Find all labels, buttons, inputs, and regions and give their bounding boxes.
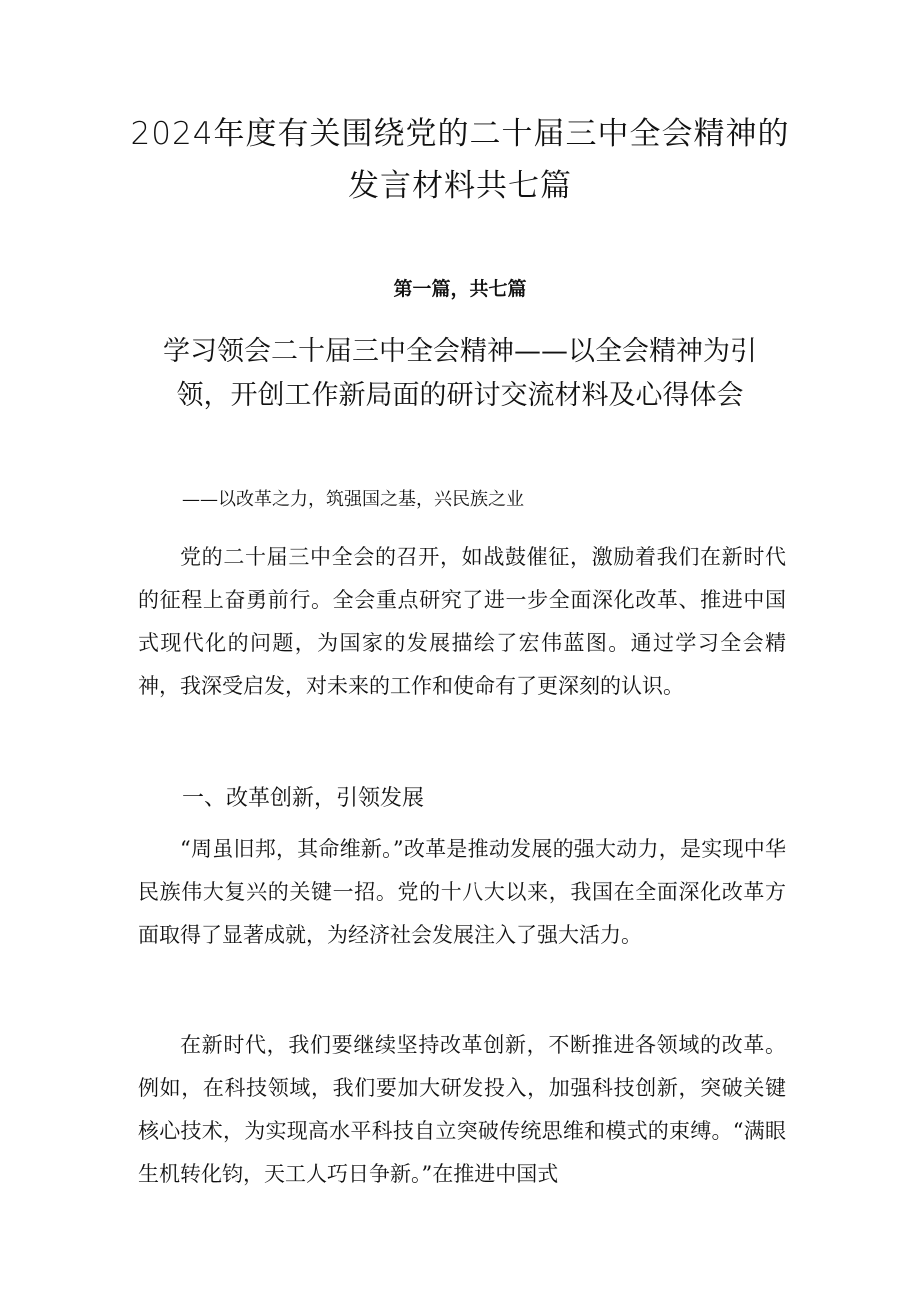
article-subtitle: ——以改革之力，筑强国之基，兴民族之业 (182, 489, 524, 510)
article-title: 学习领会二十届三中全会精神——以全会精神为引领，开创工作新局面的研讨交流材料及心得体会 (163, 336, 757, 411)
section-heading-1: 一、改革创新，引领发展 (182, 786, 425, 811)
intro-paragraph: 党的二十届三中全会的召开，如战鼓催征，激励着我们在新时代的征程上奋勇前行。全会重点研究了进一步全面深化改革、推进中国式现代化的问题，为国家的发展描绘了宏伟蓝图。通过学习全会精神，我深受启发，对未来的工作和使命有了更深刻的认识。 (138, 545, 786, 698)
document-main-title: 2024年度有关围绕党的二十届三中全会精神的发言材料共七篇 (130, 116, 790, 204)
body-paragraph-1: “周虽旧邦，其命维新。”改革是推动发展的强大动力，是实现中华民族伟大复兴的关键一招。党的十八大以来，我国在全面深化改革方面取得了显著成就，为经济社会发展注入了强大活力。 (138, 837, 786, 947)
body-paragraph-2: 在新时代，我们要继续坚持改革创新，不断推进各领域的改革。例如，在科技领域，我们要加大研发投入，加强科技创新，突破关键核心技术，为实现高水平科技自立突破传统思维和模式的束缚。“满眼生机转化钧，天工人巧日争新。”在推进中国式 (138, 1033, 786, 1186)
section-label: 第一篇，共七篇 (393, 278, 527, 300)
